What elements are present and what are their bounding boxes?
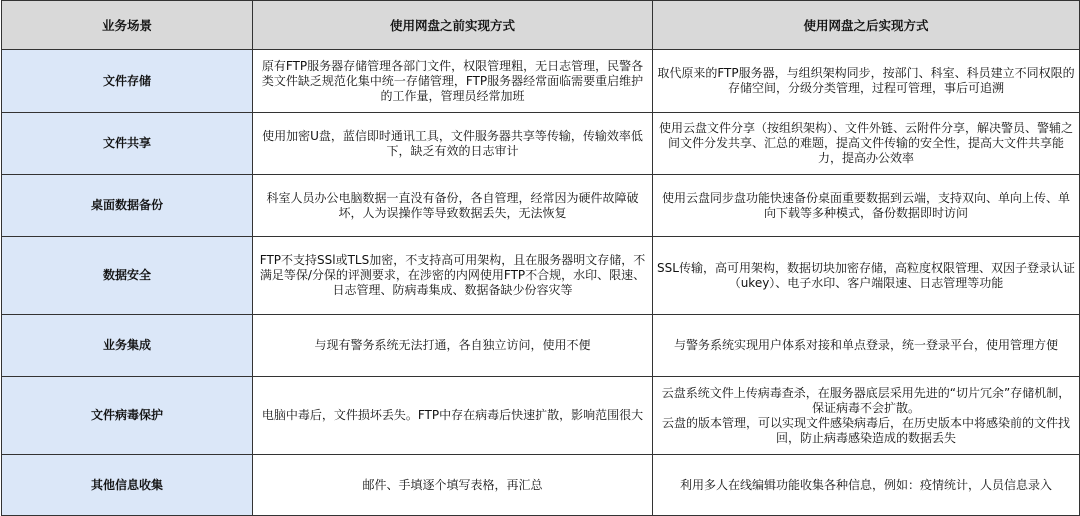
table-row [2,455,1080,516]
before-cell: 科室人员办公电脑数据一直没有备份，各自管理，经常因为硬件故障破坏，人为误操作等导致数据丢失，无法恢复 [253,175,653,237]
before-cell: 邮件、手填逐个填写表格，再汇总 [253,455,653,516]
scene-cell: 业务集成 [2,315,253,377]
after-cell: 与警务系统实现用户体系对接和单点登录，统一登录平台，使用管理方便 [653,315,1080,377]
comparison-table [1,0,1080,516]
after-cell: 使用云盘文件分享（按组织架构）、文件外链、云附件分享，解决警员、警辅之间文件分发共享、汇总的难题，提高文件传输的安全性，提高大文件共享能力，提高办公效率 [653,113,1080,175]
table-row [2,175,1080,237]
table-row [2,237,1080,315]
before-cell: 与现有警务系统无法打通，各自独立访问，使用不便 [253,315,653,377]
after-cell: SSL传输，高可用架构，数据切块加密存储，高粒度权限管理、双因子登录认证（ukey）、电子水印、客户端限速、日志管理等功能 [653,237,1080,315]
scene-cell: 其他信息收集 [2,455,253,516]
before-cell: FTP不支持SSl或TLS加密，不支持高可用架构，且在服务器明文存储，不满足等保/分保的评测要求，在涉密的内网使用FTP不合规，水印、限速、日志管理、防病毒集成、数据备缺少份容灾等 [253,237,653,315]
after-line: 云盘系统文件上传病毒查杀，在服务器底层采用先进的“切片冗余”存储机制，保证病毒不会扩散。 [661,385,1071,415]
header-row [2,1,1080,50]
after-line: 云盘的版本管理，可以实现文件感染病毒后，在历史版本中将感染前的文件找回，防止病毒感染造成的数据丢失 [661,415,1070,445]
scene-cell: 数据安全 [2,237,253,315]
table-row [2,50,1080,113]
before-cell: 原有FTP服务器存储管理各部门文件，权限管理粗，无日志管理，民警各类文件缺乏规范化集中统一存储管理，FTP服务器经常面临需要重启维护的工作量，管理员经常加班 [253,50,653,113]
scene-cell: 文件存储 [2,50,253,113]
after-cell: 利用多人在线编辑功能收集各种信息，例如：疫情统计，人员信息录入 [653,455,1080,516]
scene-cell: 桌面数据备份 [2,175,253,237]
table-row [2,377,1080,455]
after-cell [653,377,1080,455]
header-after: 使用网盘之后实现方式 [653,1,1080,50]
header-scene: 业务场景 [2,1,253,50]
before-cell: 使用加密U盘，蓝信即时通讯工具，文件服务器共享等传输，传输效率低下，缺乏有效的日志审计 [253,113,653,175]
header-before: 使用网盘之前实现方式 [253,1,653,50]
after-cell: 取代原来的FTP服务器，与组织架构同步，按部门、科室、科员建立不同权限的存储空间，分级分类管理，过程可管理，事后可追溯 [653,50,1080,113]
scene-cell: 文件共享 [2,113,253,175]
before-cell: 电脑中毒后，文件损坏丢失。FTP中存在病毒后快速扩散，影响范围很大 [253,377,653,455]
after-cell: 使用云盘同步盘功能快速备份桌面重要数据到云端，支持双向、单向上传、单向下载等多种模式，备份数据即时访问 [653,175,1080,237]
scene-cell: 文件病毒保护 [2,377,253,455]
table-row [2,315,1080,377]
table-row [2,113,1080,175]
